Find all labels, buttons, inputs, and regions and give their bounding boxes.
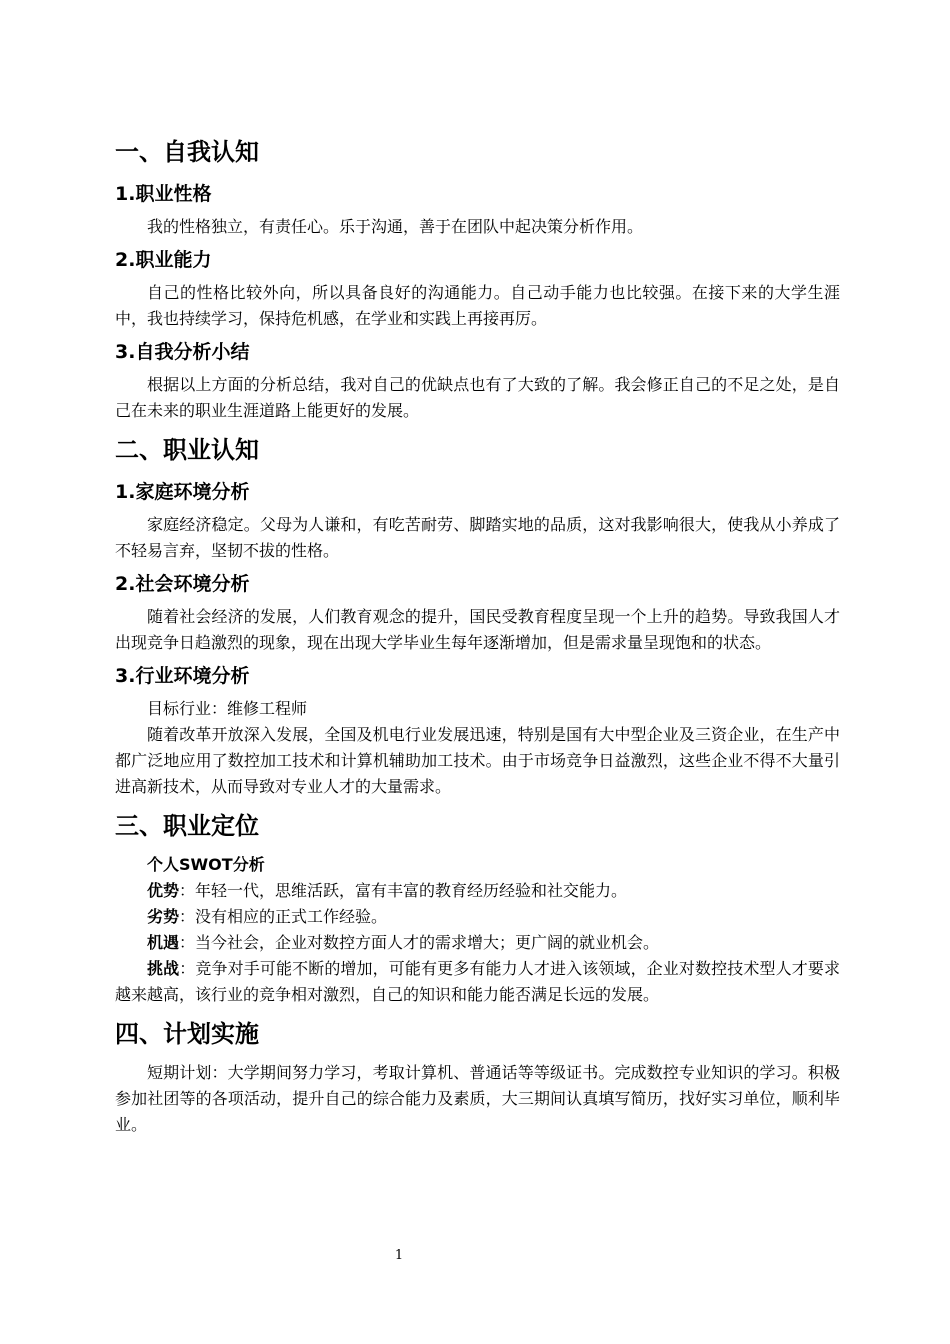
swot-threat-label: 挑战 [147,959,180,978]
section-heading-plan-implementation: 四、计划实施 [115,1020,259,1048]
swot-threat-text: ：竞争对手可能不断的增加，可能有更多有能力人才进入该领域，企业对数控技术型人才要求越来越高，该行业的竞争相对激烈，自己的知识和能力能否满足长远的发展。 [115,959,840,1004]
document-body [115,132,840,1142]
paragraph-industry-environment: 随着改革开放深入发展，全国及机电行业发展迅速，特别是国有大中型企业及三资企业，在生产中都广泛地应用了数控加工技术和计算机辅助加工技术。由于市场竞争日益激烈，这些企业不得不大量引进高新技术，从而导致对专业人才的大量需求。 [115,725,840,796]
paragraph-target-industry: 目标行业：维修工程师 [147,699,308,718]
paragraph-career-personality: 我的性格独立，有责任心。乐于沟通，善于在团队中起决策分析作用。 [147,217,644,236]
subheading-career-personality: 1.职业性格 [115,183,212,205]
paragraph-self-analysis-summary: 根据以上方面的分析总结，我对自己的优缺点也有了大致的了解。我会修正自己的不足之处，是自己在未来的职业生涯道路上能更好的发展。 [115,375,840,420]
swot-strength [115,878,840,904]
swot-strength-text: ：年轻一代，思维活跃，富有丰富的教育经历经验和社交能力。 [179,881,628,900]
subheading-family-environment: 1.家庭环境分析 [115,481,250,503]
swot-opportunity [115,930,840,956]
subheading-self-analysis-summary: 3.自我分析小结 [115,341,250,363]
paragraph-career-ability: 自己的性格比较外向，所以具备良好的沟通能力。自己动手能力也比较强。在接下来的大学生涯中，我也持续学习，保持危机感，在学业和实践上再接再厉。 [115,283,840,328]
paragraph-short-term-plan: 短期计划：大学期间努力学习，考取计算机、普通话等等级证书。完成数控专业知识的学习。积极参加社团等的各项活动，提升自己的综合能力及素质，大三期间认真填写简历，找好实习单位，顺利毕业。 [115,1063,840,1134]
subheading-career-ability: 2.职业能力 [115,249,212,271]
subheading-social-environment: 2.社会环境分析 [115,573,250,595]
section-heading-self-awareness: 一、自我认知 [115,138,259,166]
swot-weakness-label: 劣势 [147,907,180,926]
swot-opportunity-text: ：当今社会，企业对数控方面人才的需求增大；更广阔的就业机会。 [179,933,660,952]
swot-opportunity-label: 机遇 [147,933,180,952]
paragraph-social-environment: 随着社会经济的发展，人们教育观念的提升，国民受教育程度呈现一个上升的趋势。导致我国人才出现竞争日趋激烈的现象，现在出现大学毕业生每年逐渐增加，但是需求量呈现饱和的状态。 [115,607,840,652]
page-number: 1 [394,1248,404,1263]
swot-weakness-text: ：没有相应的正式工作经验。 [179,907,388,926]
swot-threat [115,956,840,1008]
swot-weakness [115,904,840,930]
section-heading-career-positioning: 三、职业定位 [115,812,259,840]
swot-strength-label: 优势 [147,881,180,900]
swot-title: 个人SWOT分析 [147,855,265,874]
section-heading-career-awareness: 二、职业认知 [115,436,259,464]
paragraph-family-environment: 家庭经济稳定。父母为人谦和，有吃苦耐劳、脚踏实地的品质，这对我影响很大，使我从小养成了不轻易言弃，坚韧不拔的性格。 [115,515,840,560]
subheading-industry-environment: 3.行业环境分析 [115,665,250,687]
